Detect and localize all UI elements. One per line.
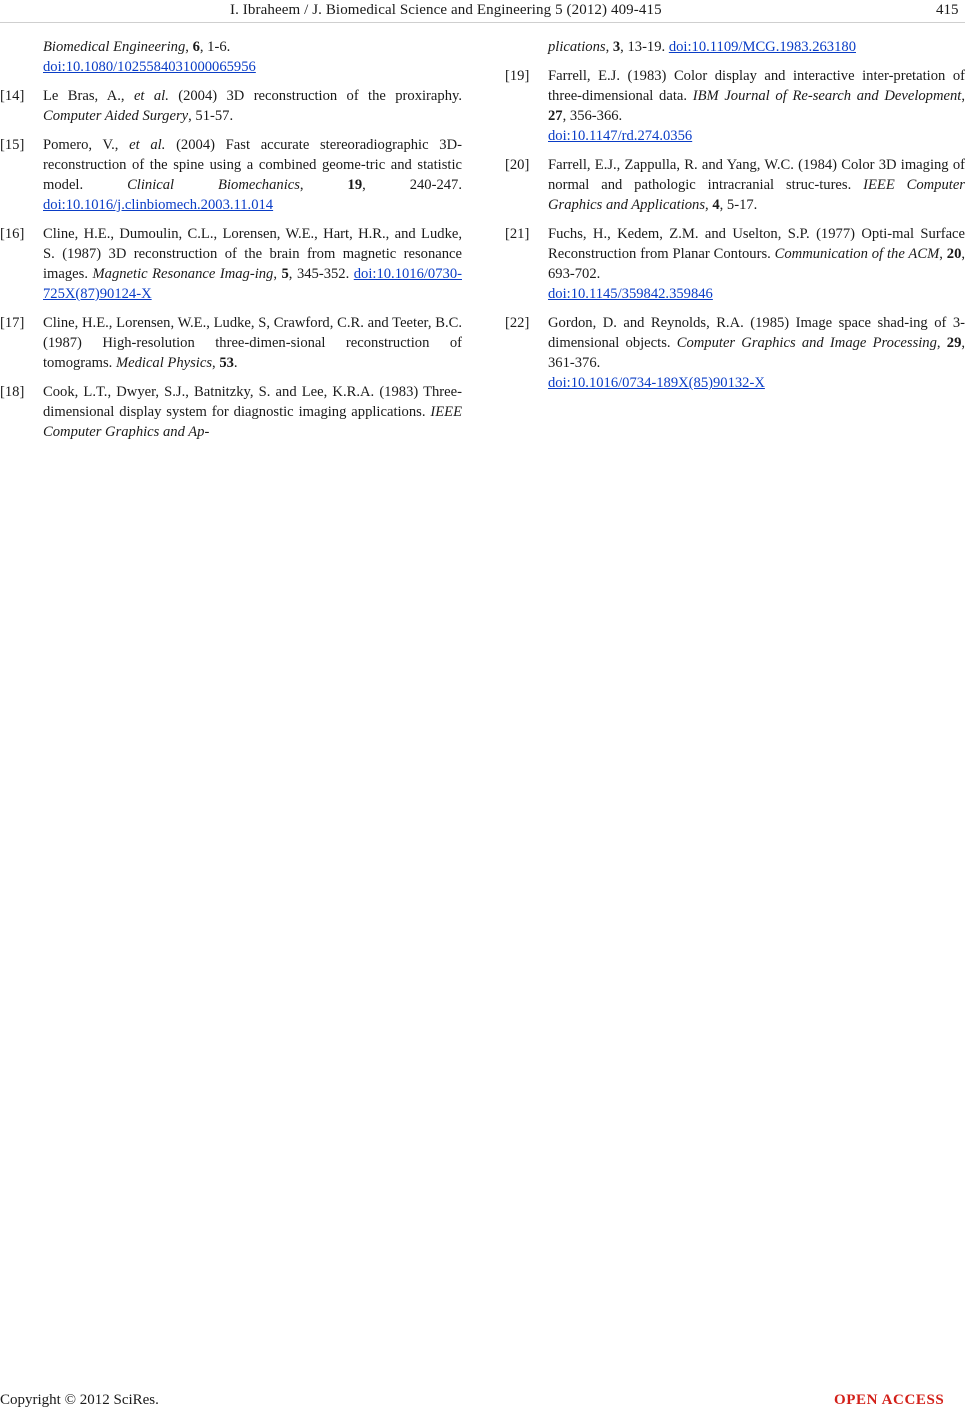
reference-19: [19] Farrell, E.J. (1983) Color display and interactive inter-pretation of three-dimensional data. IBM Journal of Re-search and Development, 27, 356-366. doi:10.1147/rd.274.0356 [505,68,965,144]
volume: 6 [192,39,200,55]
volume: 29 [946,335,962,351]
journal-name: IBM Journal of Re-search and Development [692,88,962,104]
reference-number: [21] [505,226,530,242]
doi-link[interactable]: doi:10.1016/0734-189X(85)90132-X [548,375,765,391]
reference-continuation: Biomedical Engineering, 6, 1-6. doi:10.1080/1025584031000065956 [43,39,256,75]
reference-number: [16] [0,226,25,242]
reference-number: [22] [505,315,530,331]
journal-name: IEEE Computer Graphics and Ap- [43,404,462,440]
journal-name: Magnetic Resonance Imag-ing [92,266,274,282]
reference-21: [21] Fuchs, H., Kedem, Z.M. and Uselton, S.P. (1977) Opti-mal Surface Reconstruction from Planar Contours. Communication of the ACM, 20, 693-702. doi:10.1145/359842.359846 [505,226,965,302]
volume: 3 [612,39,621,55]
left-column [0,37,462,451]
volume: 5 [281,266,289,282]
reference-number: [17] [0,315,25,331]
doi-link[interactable]: doi:10.1145/359842.359846 [548,286,713,302]
open-access-label: OPEN ACCESS [834,1392,945,1408]
reference-continuation: plications, 3, 13-19. doi:10.1109/MCG.1983.263180 [548,39,856,55]
journal-name: Communication of the ACM [774,246,940,262]
reference-18: [18] Cook, L.T., Dwyer, S.J., Batnitzky, S. and Lee, K.R.A. (1983) Three-dimensional display system for diagnostic imaging applications. IEEE Computer Graphics and Ap- [0,384,462,440]
reference-number: [18] [0,384,25,400]
journal-name: Computer Graphics and Image Processing [676,335,937,351]
reference-number: [19] [505,68,530,84]
running-title: I. Ibraheem / J. Biomedical Science and Engineering 5 (2012) 409-415 [230,2,662,18]
reference-number: [14] [0,88,25,104]
reference-number: [15] [0,137,25,153]
doi-link[interactable]: doi:10.1109/MCG.1983.263180 [668,39,856,55]
reference-20: [20] Farrell, E.J., Zappulla, R. and Yang, W.C. (1984) Color 3D imaging of normal and pathologic intracranial struc-tures. IEEE Computer Graphics and Applications, 4, 5-17. [505,157,965,213]
reference-16: [16] Cline, H.E., Dumoulin, C.L., Lorensen, W.E., Hart, H.R., and Ludke, S. (1987) 3D reconstruction of the brain from magnetic resonance images. Magnetic Resonance Imag-ing, 5, 345-352. doi:10.1016/0730-725X(87)90124-X [0,226,462,302]
journal-name: Medical Physics [115,355,213,371]
doi-link[interactable]: doi:10.1016/0730-725X(87)90124-X [43,266,462,302]
doi-link[interactable]: doi:10.1147/rd.274.0356 [548,128,693,144]
volume: 19 [347,177,363,193]
journal-name: IEEE Computer Graphics and Applications [548,177,965,213]
volume: 27 [548,108,563,124]
reference-17: [17] Cline, H.E., Lorensen, W.E., Ludke, S, Crawford, C.R. and Teeter, B.C. (1987) High-resolution three-dimen-sional reconstruction of tomograms. Medical Physics, 53. [0,315,462,371]
volume: 4 [712,197,720,213]
reference-number: [20] [505,157,530,173]
reference-22: [22] Gordon, D. and Reynolds, R.A. (1985) Image space shad-ing of 3-dimensional objects. Computer Graphics and Image Processing, 29, 361-376. doi:10.1016/0734-189X(85)90132-X [505,315,965,391]
page-number: 415 [936,2,959,18]
reference-15: [15] Pomero, V., et al. (2004) Fast accurate stereoradiographic 3D-reconstruction of the spine using a combined geome-tric and statistic model. Clinical Biomechanics, 19, 240-247. doi:10.1016/j.clinbiomech.2003.11.014 [0,137,462,213]
right-column [505,37,965,402]
header-divider [0,22,965,23]
doi-link[interactable]: doi:10.1016/j.clinbiomech.2003.11.014 [43,197,274,213]
doi-link[interactable]: doi:10.1080/1025584031000065956 [43,59,256,75]
journal-name: plications [548,39,606,55]
reference-14: [14] Le Bras, A., et al. (2004) 3D reconstruction of the proxiraphy. Computer Aided Surgery, 51-57. [0,88,462,124]
volume: 20 [946,246,962,262]
volume: 53 [219,355,234,371]
journal-name: Biomedical Engineering [43,39,186,55]
journal-name: Computer Aided Surgery [43,108,189,124]
journal-name: Clinical Biomechanics [127,177,300,193]
copyright-notice: Copyright © 2012 SciRes. [0,1392,159,1408]
page-header [0,0,965,22]
